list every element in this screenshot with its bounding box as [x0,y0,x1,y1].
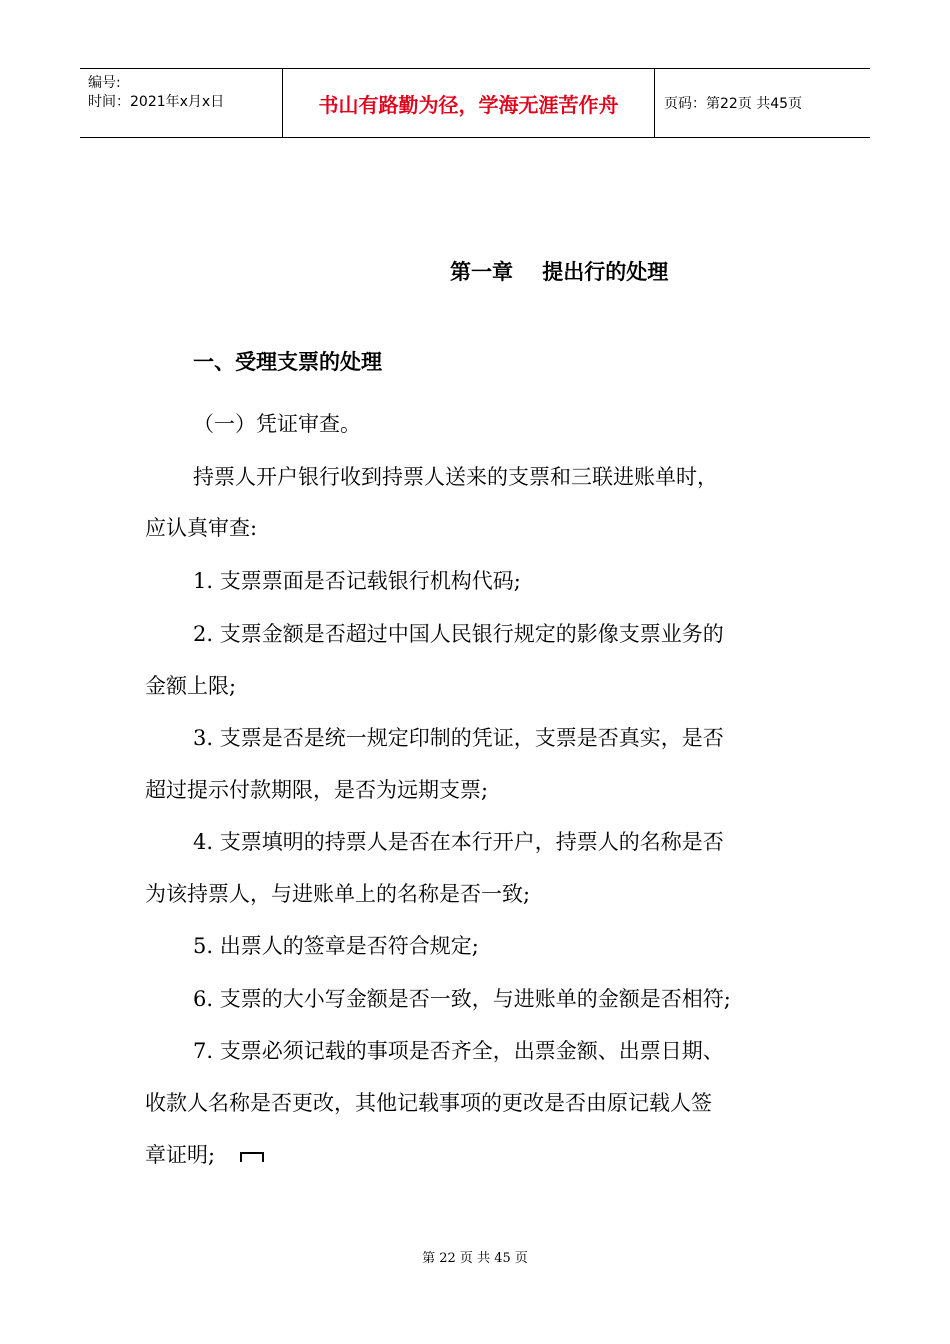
bracket-mark [240,1152,264,1162]
header-meta-cell [80,69,283,137]
list-item-7-line-1: 7. 支票必须记载的事项是否齐全，出票金额、出票日期、 [193,1039,724,1063]
list-item-3-line-2: 超过提示付款期限，是否为远期支票; [145,778,489,802]
page-footer: 第 22 页 共 45 页 [422,1251,528,1266]
intro-line-2: 应认真审查: [145,516,258,540]
header-motto: 书山有路勤为径，学海无涯苦作舟 [283,69,655,137]
list-item-1: 1. 支票票面是否记载银行机构代码; [193,569,521,593]
chapter-title: 第一章 提出行的处理 [450,259,669,284]
page-header [80,68,870,138]
list-item-4-line-2: 为该持票人，与进账单上的名称是否一致; [145,882,531,906]
code-label: 编号: [88,75,121,91]
list-item-7-line-2: 收款人名称是否更改，其他记载事项的更改是否由原记载人签 [145,1091,712,1115]
list-item-4-line-1: 4. 支票填明的持票人是否在本行开户，持票人的名称是否 [193,830,724,854]
intro-line-1: 持票人开户银行收到持票人送来的支票和三联进账单时， [193,465,718,489]
list-item-6: 6. 支票的大小写金额是否一致，与进账单的金额是否相符; [193,987,731,1011]
time-label: 时间：2021年x月x日 [88,94,225,110]
list-item-3-line-1: 3. 支票是否是统一规定印制的凭证，支票是否真实，是否 [193,726,724,750]
subsection-heading: （一）凭证审查。 [193,412,361,436]
section-heading: 一、受理支票的处理 [193,349,382,374]
header-page-info: 页码：第22页 共45页 [664,96,803,112]
list-item-2-line-2: 金额上限; [145,674,237,698]
list-item-5: 5. 出票人的签章是否符合规定; [193,934,479,958]
list-item-7-line-3: 章证明; [145,1143,216,1167]
list-item-2-line-1: 2. 支票金额是否超过中国人民银行规定的影像支票业务的 [193,622,724,646]
